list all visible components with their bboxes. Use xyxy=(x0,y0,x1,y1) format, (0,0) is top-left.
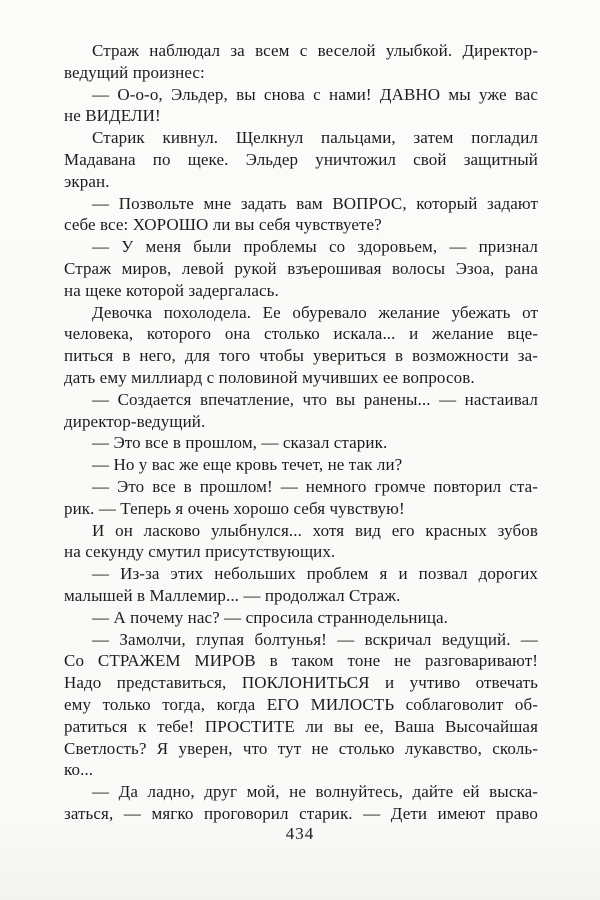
text-line: Надо представиться, ПОКЛОНИТЬСЯ и учтиво отвечать xyxy=(64,673,538,693)
text-line: Со СТРАЖЕМ МИРОВ в таком тоне не разговаривают! xyxy=(64,651,538,671)
text-line: малышей в Маллемир... — продолжал Страж. xyxy=(64,585,401,605)
text-line: Старик кивнул. Щелкнул пальцами, затем погладил xyxy=(92,128,538,148)
text-line: Светлость? Я уверен, что тут не столько лукавство, сколь- xyxy=(64,738,538,758)
page-number: 434 xyxy=(285,824,315,843)
text-line: ко... xyxy=(64,760,94,780)
text-line: И он ласково улыбнулся... хотя вид его красных зубов xyxy=(92,520,538,540)
text-line: — Это все в прошлом! — немного громче повторил ста- xyxy=(92,476,538,496)
text-line: заться, — мягко проговорил старик. — Дети имеют право xyxy=(64,803,538,823)
text-line: питься в него, для того чтобы увериться в возможности за- xyxy=(64,346,538,366)
text-line: на щеке которой задергалась. xyxy=(64,280,279,300)
text-line: ему только тогда, когда ЕГО МИЛОСТЬ соблаговолит об- xyxy=(64,694,538,714)
text-line: — Создается впечатление, что вы ранены... — настаивал xyxy=(92,389,538,409)
text-line: дать ему миллиард с половиной мучивших ее вопросов. xyxy=(64,367,475,387)
text-line: Девочка похолодела. Ее обуревало желание убежать от xyxy=(92,302,538,322)
text-line: ведущий произнес: xyxy=(64,62,205,82)
text-line: директор-ведущий. xyxy=(64,411,206,431)
text-line: — Позвольте мне задать вам ВОПРОС, который задают xyxy=(92,193,538,213)
text-line: Мадавана по щеке. Эльдер уничтожил свой защитный xyxy=(64,149,538,169)
text-line: человека, которого она столько искала... и желание вце- xyxy=(64,324,538,344)
text-line: экран. xyxy=(64,171,110,191)
text-line: — Да ладно, друг мой, не волнуйтесь, дайте ей выска- xyxy=(92,782,538,802)
text-line: себе все: ХОРОШО ли вы себя чувствуете? xyxy=(64,215,382,235)
text-line: Страж наблюдал за всем с веселой улыбкой. Директор- xyxy=(92,41,538,60)
text-line: — О-о-о, Эльдер, вы снова с нами! ДАВНО мы уже вас xyxy=(92,84,538,104)
text-line: — А почему нас? — спросила страннодельница. xyxy=(92,607,449,627)
page-text-block xyxy=(64,40,538,825)
text-line: — Это все в прошлом, — сказал старик. xyxy=(92,433,388,453)
text-line: не ВИДЕЛИ! xyxy=(64,106,161,126)
text-line: рик. — Теперь я очень хорошо себя чувствую! xyxy=(64,498,405,518)
text-line: — Но у вас же еще кровь течет, не так ли? xyxy=(92,455,403,475)
text-line: ратиться к тебе! ПРОСТИТЕ ли вы ее, Ваша Высочайшая xyxy=(64,716,538,736)
text-line: — У меня были проблемы со здоровьем, — признал xyxy=(92,237,538,257)
text-line: — Из-за этих небольших проблем я и позвал дорогих xyxy=(92,564,538,584)
text-line: Страж миров, левой рукой взъерошивая волосы Эзоа, рана xyxy=(64,258,538,278)
text-line: — Замолчи, глупая болтунья! — вскричал ведущий. — xyxy=(92,629,538,649)
text-line: на секунду смутил присутствующих. xyxy=(64,542,336,562)
